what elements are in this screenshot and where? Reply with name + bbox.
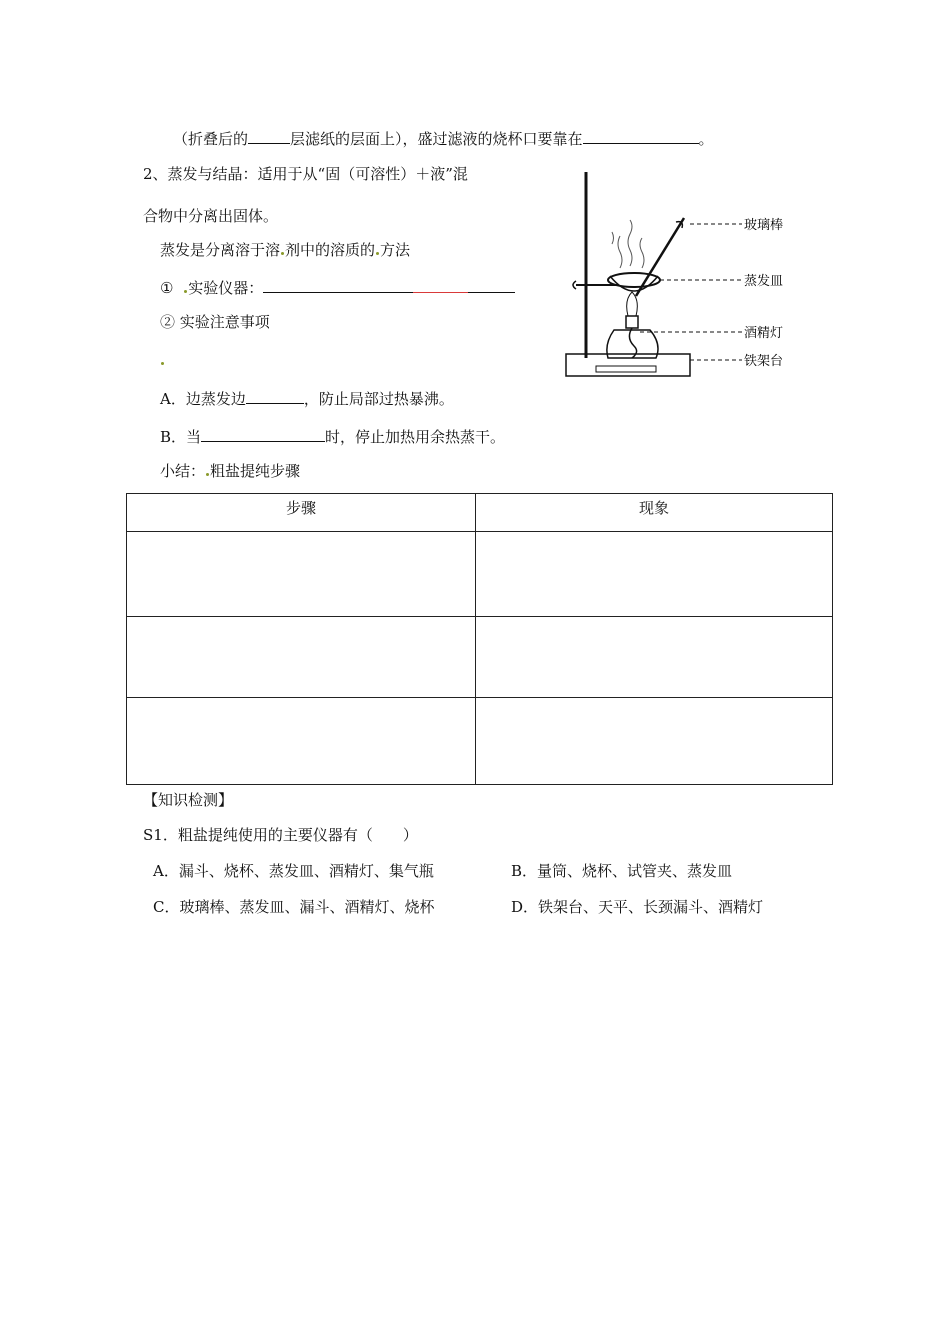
dot-mark bbox=[161, 362, 164, 365]
option-line-b bbox=[160, 426, 505, 447]
text-segment: 时，停止加热用余热蒸干。 bbox=[325, 428, 506, 446]
text-segment: ② 实验注意事项 bbox=[160, 313, 270, 331]
fill-blank[interactable] bbox=[248, 128, 290, 144]
text-segment: 粗盐提纯步骤 bbox=[210, 462, 301, 480]
paragraph-line bbox=[143, 206, 278, 226]
quiz-option-a[interactable] bbox=[153, 861, 434, 881]
quiz-option-d[interactable] bbox=[511, 897, 763, 917]
dot-mark bbox=[281, 252, 284, 255]
summary-heading bbox=[160, 461, 300, 481]
option-text: D．铁架台、天平、长颈漏斗、酒精灯 bbox=[511, 898, 764, 916]
label-alcohol-lamp: 酒精灯 bbox=[744, 326, 784, 341]
table-row bbox=[127, 532, 833, 617]
table-cell-phenomenon[interactable] bbox=[476, 698, 833, 785]
table-cell-step[interactable] bbox=[127, 698, 476, 785]
option-text: B．量筒、烧杯、试管夹、蒸发皿 bbox=[511, 862, 733, 880]
label-evaporating-dish: 蒸发皿 bbox=[744, 274, 784, 289]
table-cell-phenomenon[interactable] bbox=[476, 617, 833, 698]
evaporation-apparatus-figure bbox=[556, 168, 796, 384]
text-segment: 蒸发是分离溶于溶 bbox=[160, 241, 281, 259]
dot-mark bbox=[184, 290, 187, 293]
table-cell-step[interactable] bbox=[127, 532, 476, 617]
fill-blank[interactable] bbox=[246, 388, 304, 404]
option-text: C．玻璃棒、蒸发皿、漏斗、酒精灯、烧杯 bbox=[153, 898, 435, 916]
fill-blank[interactable] bbox=[583, 128, 699, 144]
text-segment: 2、蒸发与结晶：适用于从“固（可溶性）＋液”混 bbox=[143, 165, 468, 183]
table-row bbox=[127, 698, 833, 785]
quiz-option-b[interactable] bbox=[511, 861, 732, 881]
text-segment: S1．粗盐提纯使用的主要仪器有（ ） bbox=[143, 826, 418, 844]
quiz-heading bbox=[143, 790, 233, 810]
paragraph-line bbox=[160, 240, 410, 260]
dot-mark bbox=[376, 252, 379, 255]
section-heading-evaporation bbox=[143, 164, 468, 184]
dot-mark bbox=[206, 473, 209, 476]
table-cell-step[interactable] bbox=[127, 617, 476, 698]
quiz-option-c[interactable] bbox=[153, 897, 434, 917]
text-segment: B．当 bbox=[160, 428, 202, 446]
paragraph-line bbox=[160, 312, 270, 332]
item-number: ① bbox=[160, 279, 174, 297]
table-header-row bbox=[127, 494, 833, 532]
red-mark bbox=[413, 292, 468, 293]
text-segment: A．边蒸发边 bbox=[160, 390, 246, 408]
text-segment: （折叠后的 bbox=[173, 130, 249, 148]
text-segment: 小结： bbox=[160, 462, 206, 480]
instrument-line bbox=[160, 277, 515, 298]
option-text: A．漏斗、烧杯、蒸发皿、酒精灯、集气瓶 bbox=[153, 862, 434, 880]
text-segment: 【知识检测】 bbox=[143, 791, 234, 809]
column-header-phenomena: 现象 bbox=[476, 494, 833, 532]
quiz-question bbox=[143, 825, 418, 845]
table-cell-phenomenon[interactable] bbox=[476, 532, 833, 617]
text-segment: 层滤纸的层面上），盛过滤液的烧杯口要靠在 bbox=[290, 130, 583, 148]
text-segment: ，防止局部过热暴沸。 bbox=[303, 390, 454, 408]
fill-blank[interactable] bbox=[263, 277, 515, 293]
line-filter-note bbox=[173, 128, 714, 149]
text-segment: 实验仪器： bbox=[188, 279, 264, 297]
fill-blank[interactable] bbox=[201, 426, 325, 442]
option-line-a bbox=[160, 388, 454, 409]
label-glass-rod: 玻璃棒 bbox=[744, 218, 784, 233]
text-segment: 合物中分离出固体。 bbox=[143, 207, 279, 225]
table-row bbox=[127, 617, 833, 698]
text-segment: 方法 bbox=[380, 241, 411, 259]
text-segment: 剂中的溶质的 bbox=[285, 241, 376, 259]
column-header-steps: 步骤 bbox=[127, 494, 476, 532]
text-segment: 。 bbox=[698, 130, 714, 148]
stray-dot-line bbox=[160, 350, 165, 370]
summary-table bbox=[126, 493, 833, 785]
label-iron-stand: 铁架台 bbox=[744, 354, 784, 369]
